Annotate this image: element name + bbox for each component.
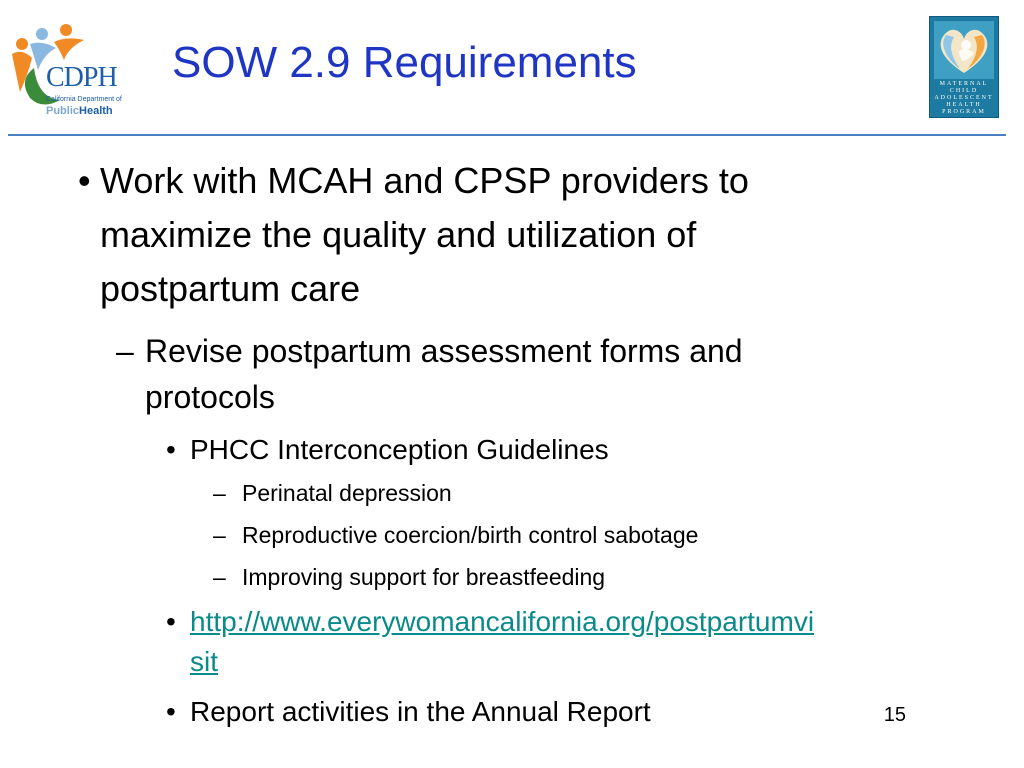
bullet-main-line: Work with MCAH and CPSP providers to	[100, 160, 749, 201]
bullet-marker: •	[78, 160, 91, 201]
postpartum-visit-link-continued[interactable]	[190, 642, 218, 682]
mcah-line: PROGRAM	[942, 109, 986, 115]
mother-child-heart-icon	[934, 21, 994, 79]
sub-item-reproductive-coercion: Reproductive coercion/birth control sabotage	[242, 522, 699, 548]
sub-item-breastfeeding: Improving support for breastfeeding	[242, 564, 606, 590]
bullet-marker: •	[166, 434, 176, 465]
mcah-line: CHILD	[949, 88, 979, 94]
phcc-guidelines-item: PHCC Interconception Guidelines	[190, 434, 609, 465]
bullet-main-line: postpartum care	[100, 268, 361, 309]
report-activities-item: Report activities in the Annual Report	[190, 696, 651, 727]
postpartum-visit-link-line[interactable]: sit	[190, 646, 218, 677]
bullet-marker: •	[166, 606, 176, 637]
mcah-line: ADOLESCENT	[934, 95, 994, 101]
bullet-marker: •	[166, 696, 176, 727]
postpartum-visit-link[interactable]	[190, 602, 814, 642]
cdph-logo-name-public: Public	[46, 105, 80, 117]
bullet-main-line: maximize the quality and utilization of	[100, 214, 697, 255]
cdph-logo-initials: CDPH	[46, 62, 117, 93]
mcah-line: HEALTH	[946, 102, 982, 108]
cdph-logo-subtitle: California Department of	[46, 96, 122, 103]
mcah-line: MATERNAL	[939, 81, 989, 87]
sub-item-perinatal-depression: Perinatal depression	[242, 480, 452, 506]
dash-marker: –	[213, 522, 226, 548]
cdph-logo	[8, 14, 128, 117]
dash-marker: –	[116, 333, 134, 369]
slide-title: SOW 2.9 Requirements	[172, 38, 637, 87]
cdph-logo-name	[46, 105, 113, 117]
postpartum-visit-link-line[interactable]: http://www.everywomancalifornia.org/postpartumvi	[190, 606, 815, 637]
dash-marker: –	[213, 564, 226, 590]
mcah-logo-text	[932, 81, 996, 116]
cdph-logo-name-health: Health	[79, 105, 113, 117]
revise-line: protocols	[145, 379, 275, 415]
mcah-logo	[929, 16, 999, 118]
revise-line: Revise postpartum assessment forms and	[145, 333, 743, 369]
page-number: 15	[883, 704, 906, 726]
title-divider	[8, 134, 1006, 136]
dash-marker: –	[213, 480, 226, 506]
